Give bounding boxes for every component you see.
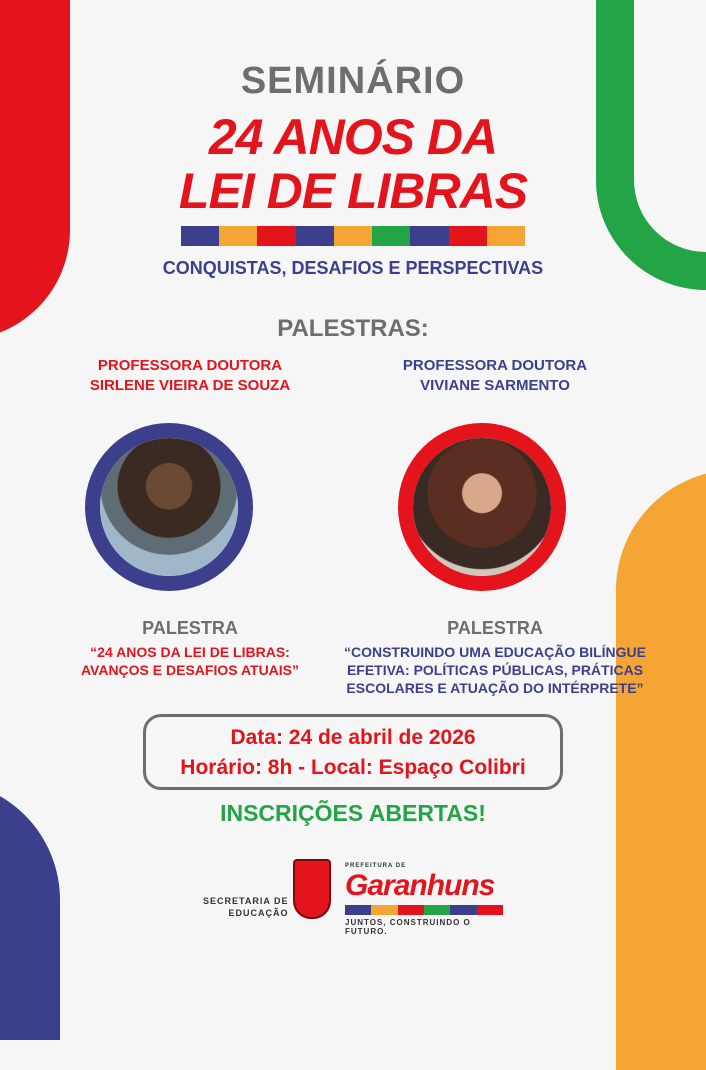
speaker-1 bbox=[40, 356, 340, 396]
city-logo-text: Garanhuns bbox=[345, 869, 495, 902]
slogan: JUNTOS, CONSTRUINDO O FUTURO. bbox=[345, 918, 471, 936]
footer-logos bbox=[195, 855, 515, 935]
speaker-1-talk-line-1: “24 ANOS DA LEI DE LIBRAS: bbox=[90, 644, 290, 660]
secretaria-label bbox=[203, 895, 289, 919]
speaker-2-talk-label: PALESTRA bbox=[447, 618, 543, 638]
secretaria-line-1: SECRETARIA DE bbox=[203, 896, 289, 906]
speaker-2-talk-line-3: ESCOLARES E ATUAÇÃO DO INTÉRPRETE” bbox=[346, 680, 644, 696]
speaker-2-talk-line-1: “CONSTRUINDO UMA EDUCAÇÃO BILÍNGUE bbox=[343, 644, 647, 660]
speaker-2 bbox=[345, 356, 645, 396]
palestras-heading: PALESTRAS: bbox=[277, 315, 429, 342]
event-info-box bbox=[143, 714, 563, 790]
city-crest-icon bbox=[293, 859, 331, 919]
speaker-2-talk bbox=[320, 618, 670, 697]
speaker-2-title: PROFESSORA DOUTORA bbox=[402, 357, 588, 374]
speaker-1-talk-line-2: AVANÇOS E DESAFIOS ATUAIS” bbox=[80, 662, 300, 678]
speaker-1-portrait bbox=[100, 438, 238, 576]
prefeitura-label: PREFEITURA DE bbox=[345, 863, 407, 869]
color-stripe bbox=[181, 226, 525, 246]
speaker-1-title: PROFESSORA DOUTORA bbox=[97, 357, 283, 374]
speaker-1-photo bbox=[85, 423, 253, 591]
registration-cta: INSCRIÇÕES ABERTAS! bbox=[220, 800, 486, 826]
secretaria-line-2: EDUCAÇÃO bbox=[228, 908, 289, 918]
speaker-2-photo bbox=[398, 423, 566, 591]
event-title-line-1: 24 ANOS DA bbox=[208, 109, 498, 165]
speaker-2-talk-line-2: EFETIVA: POLÍTICAS PÚBLICAS, PRÁTICAS bbox=[346, 662, 644, 678]
event-title bbox=[0, 110, 706, 218]
speaker-1-talk-label: PALESTRA bbox=[142, 618, 238, 638]
event-time-place: Horário: 8h - Local: Espaço Colibri bbox=[180, 756, 526, 779]
speaker-1-talk bbox=[40, 618, 340, 679]
event-subtitle: CONQUISTAS, DESAFIOS E PERSPECTIVAS bbox=[162, 258, 544, 278]
event-kicker: SEMINÁRIO bbox=[240, 60, 466, 102]
decor-orange-shape bbox=[616, 470, 706, 1070]
logo-stripe bbox=[345, 905, 503, 915]
event-date: Data: 24 de abril de 2026 bbox=[230, 726, 476, 749]
speaker-2-portrait bbox=[413, 438, 551, 576]
speaker-2-name: VIVIANE SARMENTO bbox=[420, 377, 570, 394]
speaker-1-name: SIRLENE VIEIRA DE SOUZA bbox=[89, 377, 291, 394]
event-title-line-2: LEI DE LIBRAS bbox=[178, 163, 528, 219]
